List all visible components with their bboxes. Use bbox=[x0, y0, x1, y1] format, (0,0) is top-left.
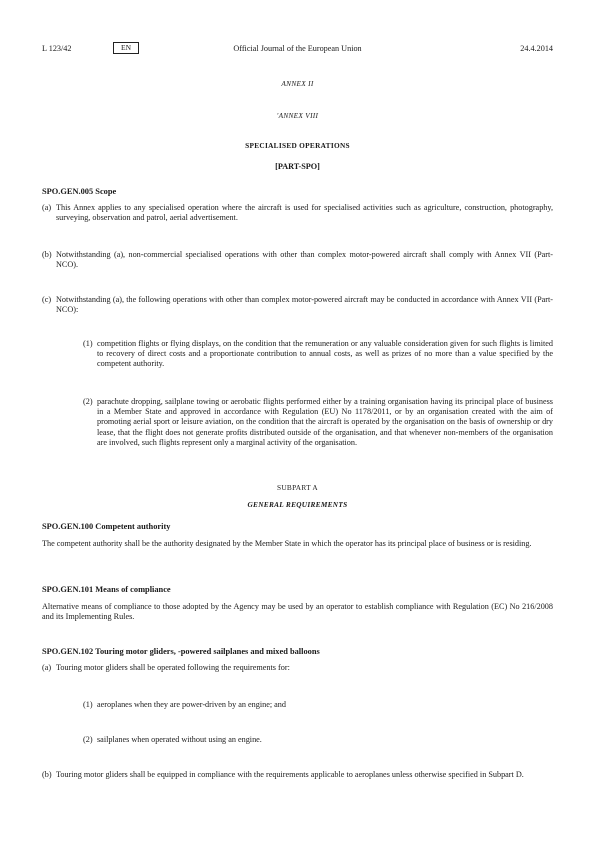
paragraph-competent-authority: The competent authority shall be the authority designated by the Member State in which the operator has its principal place of business or is residing. bbox=[42, 539, 532, 548]
item-label: (b) bbox=[42, 250, 52, 259]
section-heading-spo-100: SPO.GEN.100 Competent authority bbox=[42, 522, 171, 531]
item-label: (1) bbox=[83, 339, 93, 348]
item-label: (a) bbox=[42, 203, 52, 212]
item-label: (c) bbox=[42, 295, 52, 304]
publication-date: 24.4.2014 bbox=[520, 44, 553, 53]
page-reference: L 123/42 bbox=[42, 44, 72, 53]
paragraph-means-of-compliance: Alternative means of compliance to those adopted by the Agency may be used by an operator to establish compliance with Regulation (EC) No 216/2008 and its Implementing Rules. bbox=[42, 602, 553, 622]
item-label: (1) bbox=[83, 700, 93, 709]
annex-name: SPECIALISED OPERATIONS bbox=[245, 141, 350, 150]
item-label: (2) bbox=[83, 397, 93, 406]
paragraph-c1: competition flights or flying displays, on the condition that the remuneration or any valuable consideration given for such flights is limited to recovery of direct costs and a proportionate contribution to annual costs, as well as prizes of no more than a value specified by the competent authority. bbox=[97, 339, 553, 369]
paragraph-102-b: Touring motor gliders shall be equipped in compliance with the requirements applicable to aeroplanes unless otherwise specified in Subpart D. bbox=[56, 770, 524, 779]
section-heading-spo-101: SPO.GEN.101 Means of compliance bbox=[42, 585, 171, 594]
language-badge: EN bbox=[113, 42, 139, 54]
subpart-label: SUBPART A bbox=[277, 483, 318, 492]
paragraph-b: Notwithstanding (a), non-commercial specialised operations with other than complex motor-powered aircraft shall comply with Annex VII (Part-NCO). bbox=[56, 250, 553, 270]
item-label: (2) bbox=[83, 735, 93, 744]
annex-subtitle: 'ANNEX VIII bbox=[276, 111, 319, 120]
subpart-title: GENERAL REQUIREMENTS bbox=[247, 500, 348, 509]
section-heading-spo-102: SPO.GEN.102 Touring motor gliders, -powered sailplanes and mixed balloons bbox=[42, 647, 320, 656]
paragraph-102-a: Touring motor gliders shall be operated following the requirements for: bbox=[56, 663, 290, 672]
annex-title: ANNEX II bbox=[281, 79, 314, 88]
paragraph-102-a2: sailplanes when operated without using an engine. bbox=[97, 735, 262, 744]
paragraph-a: This Annex applies to any specialised operation where the aircraft is used for specialised activities such as agriculture, construction, photography, surveying, observation and patrol, aerial advertisement. bbox=[56, 203, 553, 223]
item-label: (a) bbox=[42, 663, 52, 672]
section-heading-spo-005: SPO.GEN.005 Scope bbox=[42, 187, 117, 196]
journal-title: Official Journal of the European Union bbox=[233, 44, 362, 53]
paragraph-c2: parachute dropping, sailplane towing or aerobatic flights performed either by a training organisation having its principal place of business in a Member State and approved in accordance with Regulation (EU) No 1178/2011, or by an organisation created with the aim of promoting aerial sport or leisure aviation, on the condition that the aircraft is operated by the organisation on the basis of ownership or dry lease, that the flight does not generate profits distributed outside of the organisation, and that whenever non-members of the organisation are involved, such flights represent only a marginal activity of the organisation. bbox=[97, 397, 553, 447]
annex-part: [PART-SPO] bbox=[275, 162, 320, 171]
paragraph-102-a1: aeroplanes when they are power-driven by an engine; and bbox=[97, 700, 286, 709]
item-label: (b) bbox=[42, 770, 52, 779]
paragraph-c: Notwithstanding (a), the following operations with other than complex motor-powered aircraft may be conducted in accordance with Annex VII (Part-NCO): bbox=[56, 295, 553, 315]
